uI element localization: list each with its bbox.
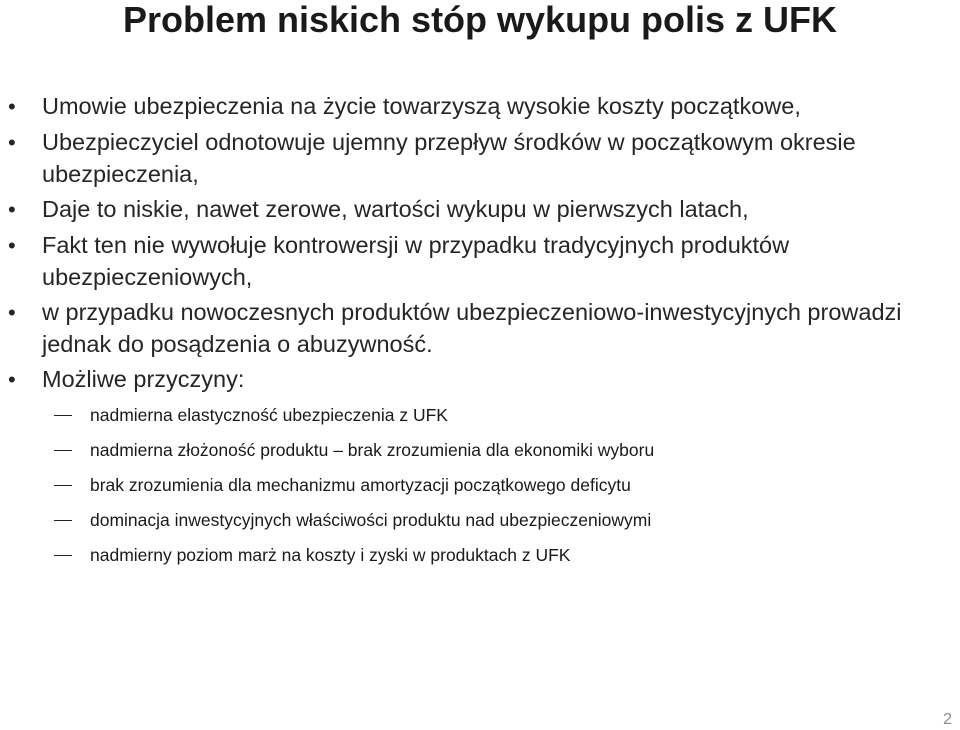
dash-icon [54, 520, 72, 521]
bullet-item [0, 296, 960, 360]
page-number: 2 [943, 711, 952, 728]
bullet-item [0, 193, 960, 226]
bullet-dot-icon: • [8, 197, 16, 222]
sub-bullet-item [0, 542, 960, 568]
bullet-dot-icon: • [8, 300, 16, 325]
slide-title: Problem niskich stóp wykupu polis z UFK [122, 0, 838, 40]
bullet-item [0, 363, 960, 396]
bullet-text: Daje to niskie, nawet zerowe, wartości wykupu w pierwszych latach, [42, 196, 749, 222]
bullet-item [0, 90, 960, 123]
sub-bullet-text: brak zrozumienia dla mechanizmu amortyzacji początkowego deficytu [90, 475, 631, 495]
sub-bullet-list [0, 402, 960, 568]
slide-content [0, 90, 960, 577]
bullet-text: Fakt ten nie wywołuje kontrowersji w przypadku tradycyjnych produktów ubezpieczeniowych, [42, 232, 790, 290]
sub-bullet-item [0, 402, 960, 428]
dash-icon [54, 485, 72, 486]
sub-bullet-text: dominacja inwestycyjnych właściwości produktu nad ubezpieczeniowymi [90, 510, 652, 530]
dash-icon [54, 415, 72, 416]
bullet-dot-icon: • [8, 94, 16, 119]
sub-bullet-text: nadmierna elastyczność ubezpieczenia z UFK [90, 405, 448, 425]
bullet-item [0, 229, 960, 293]
bullet-text: Umowie ubezpieczenia na życie towarzyszą wysokie koszty początkowe, [42, 93, 801, 119]
bullet-dot-icon: • [8, 233, 16, 258]
bullet-item [0, 126, 960, 190]
sub-bullet-text: nadmierna złożoność produktu – brak zrozumienia dla ekonomiki wyboru [90, 440, 655, 460]
sub-bullet-text: nadmierny poziom marż na koszty i zyski w produktach z UFK [90, 545, 571, 565]
bullet-text: w przypadku nowoczesnych produktów ubezpieczeniowo-inwestycyjnych prowadzi jednak do posądzenia o abuzywność. [42, 299, 902, 357]
bullet-dot-icon: • [8, 130, 16, 155]
bullet-dot-icon: • [8, 367, 16, 392]
bullet-list [0, 90, 960, 396]
sub-bullet-item [0, 472, 960, 498]
sub-bullet-item [0, 507, 960, 533]
sub-bullet-item [0, 437, 960, 463]
dash-icon [54, 450, 72, 451]
bullet-text: Ubezpieczyciel odnotowuje ujemny przepływ środków w początkowym okresie ubezpieczenia, [42, 129, 856, 187]
bullet-text: Możliwe przyczyny: [42, 366, 245, 392]
dash-icon [54, 555, 72, 556]
